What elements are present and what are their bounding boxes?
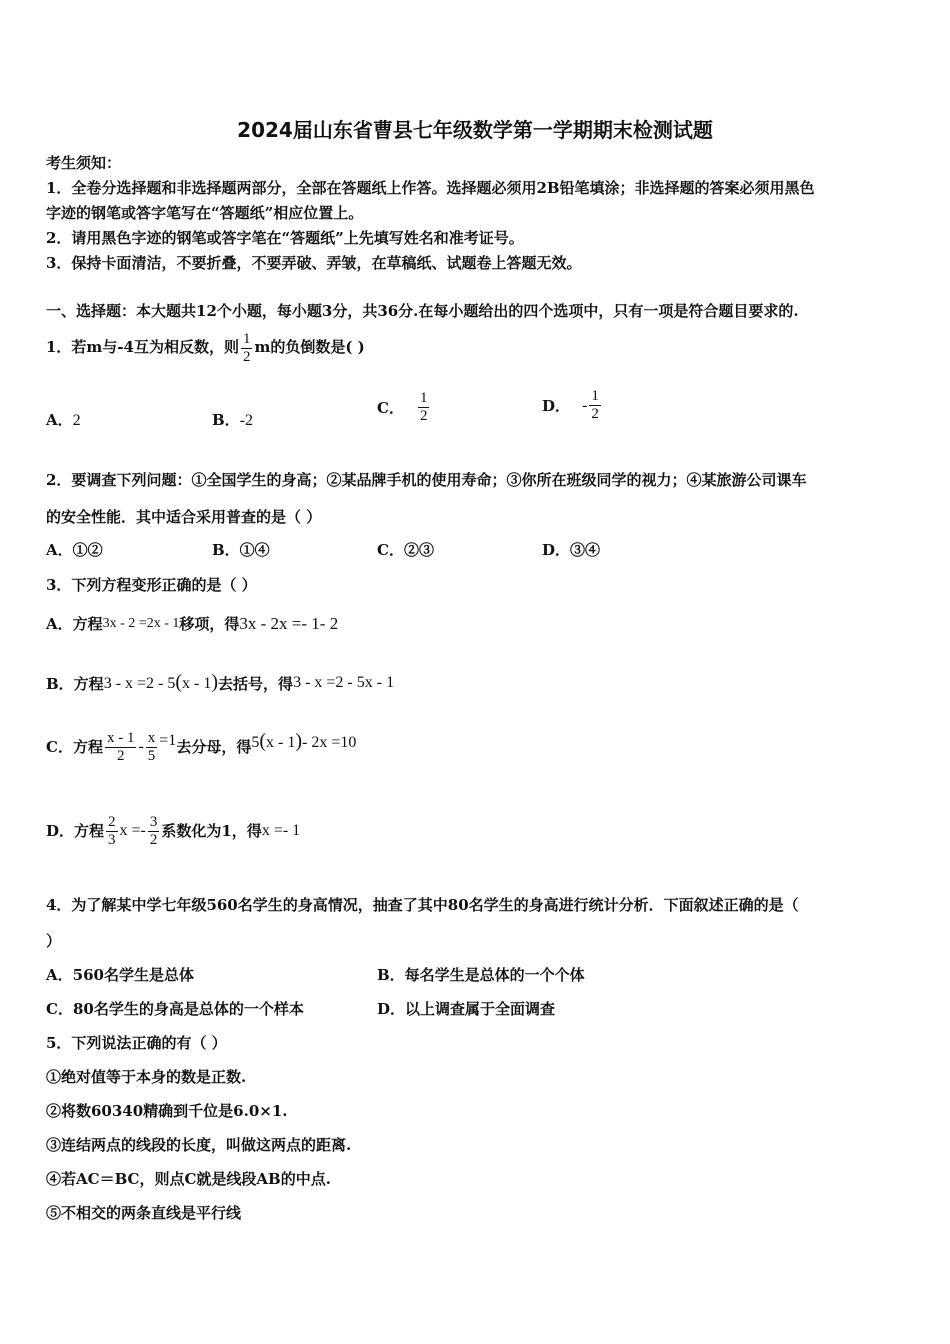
q2-option-c: C．②③	[377, 541, 434, 559]
q4-option-b: B．每名学生是总体的一个个体	[377, 966, 585, 984]
q3-b-prefix: B．方程	[46, 675, 104, 693]
q3-b-middle: 去括号，得	[218, 675, 294, 693]
q3-a-equation-1: 3x - 2 =2x - 1	[102, 616, 180, 631]
q3-b-equation-2: 3 - x =2 - 5x - 1	[293, 674, 395, 691]
q1-b-value: -2	[239, 412, 254, 429]
q5-statement-5: ⑤不相交的两条直线是平行线	[46, 1204, 242, 1222]
question-1-stem	[46, 330, 365, 366]
q3-b-right-paren: )	[211, 671, 219, 693]
q3-c-prefix: C．方程	[46, 738, 103, 756]
q1-option-d	[542, 388, 603, 423]
q1-c-num: 1	[419, 390, 428, 406]
q1-fraction	[241, 331, 253, 366]
question-5-stem: 5．下列说法正确的有（ ）	[46, 1034, 227, 1052]
section-heading: 一、选择题：本大题共12个小题，每小题3分，共36分.在每小题给出的四个选项中，只有一项是符合题目要求的.	[46, 302, 799, 320]
q3-option-b	[46, 668, 394, 698]
q3-d-x-term: x =-	[119, 822, 146, 839]
q3-d-prefix: D．方程	[46, 822, 105, 840]
q3-c-left-paren: (	[259, 730, 266, 752]
q3-option-a	[46, 610, 338, 638]
q1-a-label: A．	[46, 411, 73, 429]
q2-option-a: A．①②	[46, 541, 103, 559]
q3-c-rhs: =1	[159, 732, 177, 749]
q3-c-eq2-part-c: - 2x =10	[302, 734, 357, 751]
q3-a-prefix: A．方程	[46, 615, 103, 633]
q3-a-equation-2: 3x - 2x =- 1- 2	[239, 614, 339, 633]
q3-b-left-paren: (	[175, 671, 183, 693]
q1-b-label: B．	[212, 411, 240, 429]
q3-d-f2-num: 3	[149, 813, 158, 830]
q4-option-a: A．560名学生是总体	[46, 966, 194, 984]
q3-c-eq2-part-b: x - 1	[266, 734, 296, 751]
q5-statement-2: ②将数60340精确到千位是6.0×1.	[46, 1102, 288, 1120]
notice-item-2: 2．请用黑色字迹的钢笔或答字笔在“答题纸”上先填写姓名和准考证号。	[46, 229, 524, 247]
q3-option-c	[46, 726, 356, 767]
q3-option-d	[46, 810, 300, 851]
q3-c-f1-num: x - 1	[106, 729, 135, 746]
q3-d-middle: 系数化为1，得	[161, 822, 262, 840]
q3-c-middle: 去分母，得	[176, 738, 252, 756]
q1-c-den: 2	[419, 408, 428, 424]
q1-c-fraction	[418, 390, 430, 425]
q1-option-b	[212, 410, 253, 431]
q3-d-f1-num: 2	[108, 813, 116, 830]
q1-option-a	[46, 410, 81, 431]
q3-c-minus: -	[138, 738, 144, 755]
q3-c-f2-num: x	[147, 729, 156, 746]
q3-c-f1-den: 2	[116, 747, 125, 764]
q3-c-right-paren: )	[295, 730, 302, 752]
q3-b-eq1-part-a: 3 - x =2 - 5	[103, 675, 176, 692]
q3-c-eq2-part-a: 5	[251, 734, 260, 751]
q1-text-pre: 1．若m与-4互为相反数，则	[46, 338, 239, 356]
q3-b-eq1-part-b: x - 1	[182, 675, 212, 692]
q5-statement-4: ④若AC＝BC，则点C就是线段AB的中点.	[46, 1170, 331, 1188]
q2-option-d: D．③④	[542, 541, 601, 559]
q1-d-den: 2	[591, 406, 599, 422]
q3-c-f2-den: 5	[147, 747, 156, 764]
q3-c-equation-2	[251, 730, 357, 752]
q3-b-equation-1	[103, 671, 219, 693]
question-2-line-1: 2．要调查下列问题：①全国学生的身高；②某品牌手机的使用寿命；③你所在班级同学的视力；④某旅游公司课车	[46, 471, 807, 489]
q3-d-fraction-2	[148, 814, 160, 849]
q3-d-f1-den: 3	[108, 831, 116, 848]
notice-item-1b: 字迹的钢笔或答字笔写在“答题纸”相应位置上。	[46, 204, 364, 222]
q3-d-f2-den: 2	[149, 831, 158, 848]
q1-a-value: 2	[72, 412, 81, 429]
q1-option-c	[377, 390, 431, 425]
q3-d-equation-2: x =- 1	[261, 822, 301, 839]
q3-a-middle: 移项，得	[179, 615, 240, 633]
q1-d-num: 1	[591, 388, 599, 404]
notice-item-1a: 1．全卷分选择题和非选择题两部分，全部在答题纸上作答。选择题必须用2B铅笔填涂；非选择题的答案必须用黑色	[46, 179, 815, 197]
q1-d-label: D．	[542, 396, 571, 415]
q1-frac-num: 1	[242, 330, 251, 347]
q3-d-fraction-1	[106, 814, 118, 849]
notice-heading: 考生须知：	[46, 154, 122, 172]
notice-item-3: 3．保持卡面清洁，不要折叠，不要弄破、弄皱，在草稿纸、试题卷上答题无效。	[46, 254, 582, 272]
q3-c-fraction-1	[105, 730, 137, 765]
question-4-line-2: ）	[46, 932, 62, 950]
question-2-line-2: 的安全性能．其中适合采用普查的是（ ）	[46, 508, 322, 526]
q1-d-fraction	[589, 388, 601, 423]
q1-frac-den: 2	[242, 348, 251, 365]
q1-text-post: m的负倒数是( )	[254, 338, 365, 356]
question-3-stem: 3．下列方程变形正确的是（ ）	[46, 576, 257, 594]
q5-statement-3: ③连结两点的线段的长度，叫做这两点的距离.	[46, 1136, 352, 1154]
page-title: 2024届山东省曹县七年级数学第一学期期末检测试题	[237, 118, 713, 142]
q5-statement-1: ①绝对值等于本身的数是正数.	[46, 1068, 247, 1086]
q1-d-sign: -	[582, 396, 588, 414]
question-4-line-1: 4．为了解某中学七年级560名学生的身高情况，抽查了其中80名学生的身高进行统计分析．下面叙述正确的是（	[46, 896, 799, 914]
q4-option-c: C．80名学生的身高是总体的一个样本	[46, 1000, 304, 1018]
q1-c-label: C．	[377, 398, 404, 417]
q2-option-b: B．①④	[212, 541, 270, 559]
q4-option-d: D．以上调查属于全面调查	[377, 1000, 556, 1018]
q3-c-fraction-2	[146, 730, 158, 765]
